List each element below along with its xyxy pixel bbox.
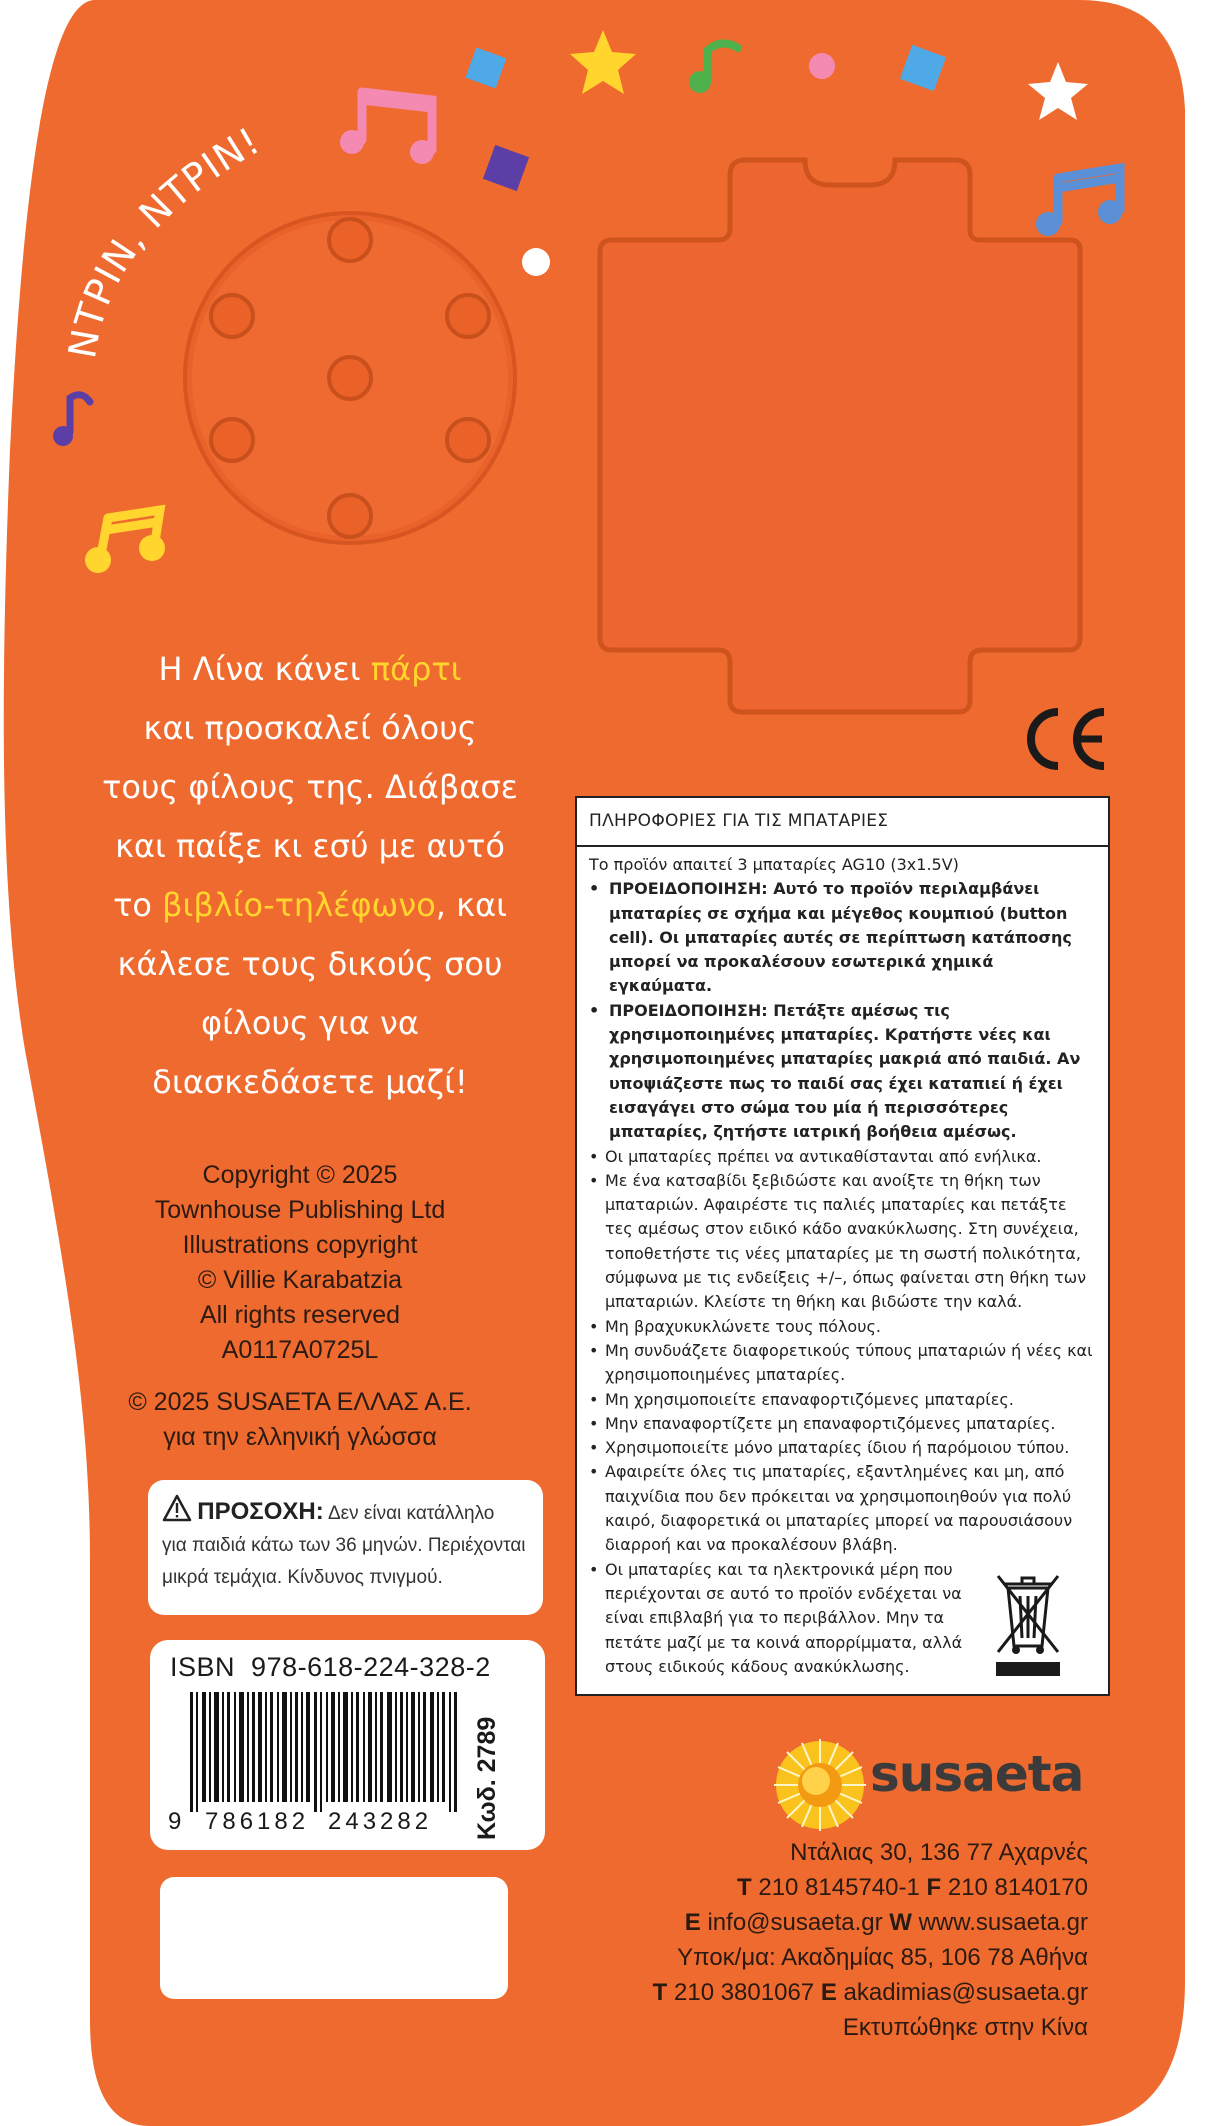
list-item: • Μην επαναφορτίζετε μη επαναφορτιζόμενες μπαταρίες. — [589, 1412, 1096, 1436]
list-item: • Οι μπαταρίες και τα ηλεκτρονικά μέρη που περιέχονται σε αυτό το προϊόν ενδέχεται να είναι επιβλαβή για το περιβάλλον. Μην τα πετάτε μαζί με τα κοινά απορρίμματα, αλλά στους ειδικούς κάδους ανακύκλωσης. — [589, 1558, 1096, 1679]
list-item: • Οι μπαταρίες πρέπει να αντικαθίστανται από ενήλικα. — [589, 1145, 1096, 1169]
battery-info-title: ΠΛΗΡΟΦΟΡΙΕΣ ΓΙΑ ΤΙΣ ΜΠΑΤΑΡΙΕΣ — [577, 798, 1108, 847]
dot-icon — [522, 248, 550, 276]
list-item: • Μη βραχυκυκλώνετε τους πόλους. — [589, 1315, 1096, 1339]
blank-label-area — [160, 1877, 508, 1999]
copyright-notice: Copyright © 2025 Townhouse Publishing Ltd Illustrations copyright © Villie Karabatzia All rights reserved A0117A0725L — [154, 1161, 446, 1364]
choking-warning: ΠΡΟΣΟΧΗ: Δεν είναι κατάλληλο για παιδιά κάτω των 36 μηνών. Περιέχονται μικρά τεμάχια. Κίνδυνος πνιγμού. — [148, 1480, 543, 1615]
highlight-book-phone: βιβλίο-τηλέφωνο — [162, 886, 436, 924]
list-item: • ΠΡΟΕΙΔΟΠΟΙΗΣΗ: Πετάξτε αμέσως τις χρησιμοποιημένες μπαταρίες. Κρατήστε νέες και χρησιμοποιημένες μπαταρίες μακριά από παιδιά. Αν υποψιάζεστε πως το παιδί σας έχει καταπιεί ή έχει εισαγάγει στο σώμα του μία ή περισσότερες μπαταρίες, ζητήστε ιατρική βοήθεια αμέσως. — [589, 999, 1096, 1145]
product-code: Κωδ. 2789 — [473, 1716, 501, 1840]
dot-icon — [809, 53, 835, 79]
ce-mark-icon — [1018, 706, 1110, 772]
story-blurb: Η Λίνα κάνει πάρτι και προσκαλεί όλους τους φίλους της. Διάβασε και παίξε κι εσύ με αυτό το βιβλίο-τηλέφωνο, και κάλεσε τους δικούς σου φίλους για να διασκεδάσετε μαζί! — [102, 650, 518, 1101]
barcode-digits-right: 243282 — [328, 1808, 433, 1835]
battery-info-box — [575, 796, 1110, 1696]
publisher-address: Ντάλιας 30, 136 77 Αχαρνές T 210 8145740-1 F 210 8140170 E info@susaeta.gr W www.susaeta.gr Υποκ/μα: Ακαδημίας 85, 106 78 Αθήνα T 210 3801067 E akadimias@susaeta.gr Εκτυπώθηκε στην Κίνα — [652, 1839, 1088, 2041]
sun-icon — [770, 1735, 870, 1835]
header-curved-text — [0, 0, 400, 420]
list-item: • Με ένα κατσαβίδι ξεβιδώστε και ανοίξτε τη θήκη των μπαταριών. Αφαιρέστε τις παλιές μπαταρίες και πετάξτε τες αμέσως στον ειδικό κάδο ανακύκλωσης. Στη συνέχεια, τοποθετήστε τις νέες μπαταρίες με τη σωστή πολικότητα, σύμφωνα με τις ενδείξεις +/–, όπως φαίνεται στη θήκη των μπαταριών. Κλείστε τη θήκη και βιδώστε την καλά. — [589, 1169, 1096, 1315]
list-item: • Αφαιρείτε όλες τις μπαταρίες, εξαντλημένες και μη, από παιχνίδια που δεν πρόκειται να χρησιμοποιηθούν για πολύ καιρό, διαφορετικά οι μπαταρίες μπορεί να παρουσιάσουν διαρροή και να προκαλέσουν βλάβη. — [589, 1460, 1096, 1557]
barcode-bars — [190, 1692, 460, 1812]
svg-text:ΝΤΡΙΝ, ΝΤΡΙΝ!: ΝΤΡΙΝ, ΝΤΡΙΝ! — [60, 118, 268, 362]
isbn-line: ISBN 978-618-224-328-2 — [170, 1652, 491, 1682]
warning-triangle-icon — [162, 1494, 192, 1522]
battery-compartment — [600, 160, 1080, 712]
battery-requirement: Το προϊόν απαιτεί 3 μπαταρίες AG10 (3x1.5V) — [589, 855, 959, 874]
list-item: • Μη χρησιμοποιείτε επαναφορτιζόμενες μπαταρίες. — [589, 1388, 1096, 1412]
crossed-bin-icon — [994, 1568, 1062, 1676]
publisher-logo-text: susaeta — [870, 1745, 1084, 1803]
list-item: • ΠΡΟΕΙΔΟΠΟΙΗΣΗ: Αυτό το προϊόν περιλαμβάνει μπαταρίες σε σχήμα και μέγεθος κουμπιού (button cell). Οι μπαταρίες αυτές σε περίπτωση κατάποσης μπορεί να προκαλέσουν εσωτερικά χημικά εγκαύματα. — [589, 877, 1096, 998]
barcode-panel — [150, 1640, 545, 1850]
list-item: • Μη συνδυάζετε διαφορετικούς τύπους μπαταριών ή νέες και χρησιμοποιημένες μπαταρίες. — [589, 1339, 1096, 1388]
list-item: • Χρησιμοποιείτε μόνο μπαταρίες ίδιου ή παρόμοιου τύπου. — [589, 1436, 1096, 1460]
barcode-digit-first: 9 — [168, 1808, 182, 1835]
barcode-digits-left: 786182 — [205, 1808, 310, 1835]
highlight-party: πάρτι — [370, 650, 462, 688]
greek-edition-notice: © 2025 SUSAETA ΕΛΛΑΣ Α.Ε. για την ελληνική γλώσσα — [128, 1388, 472, 1451]
